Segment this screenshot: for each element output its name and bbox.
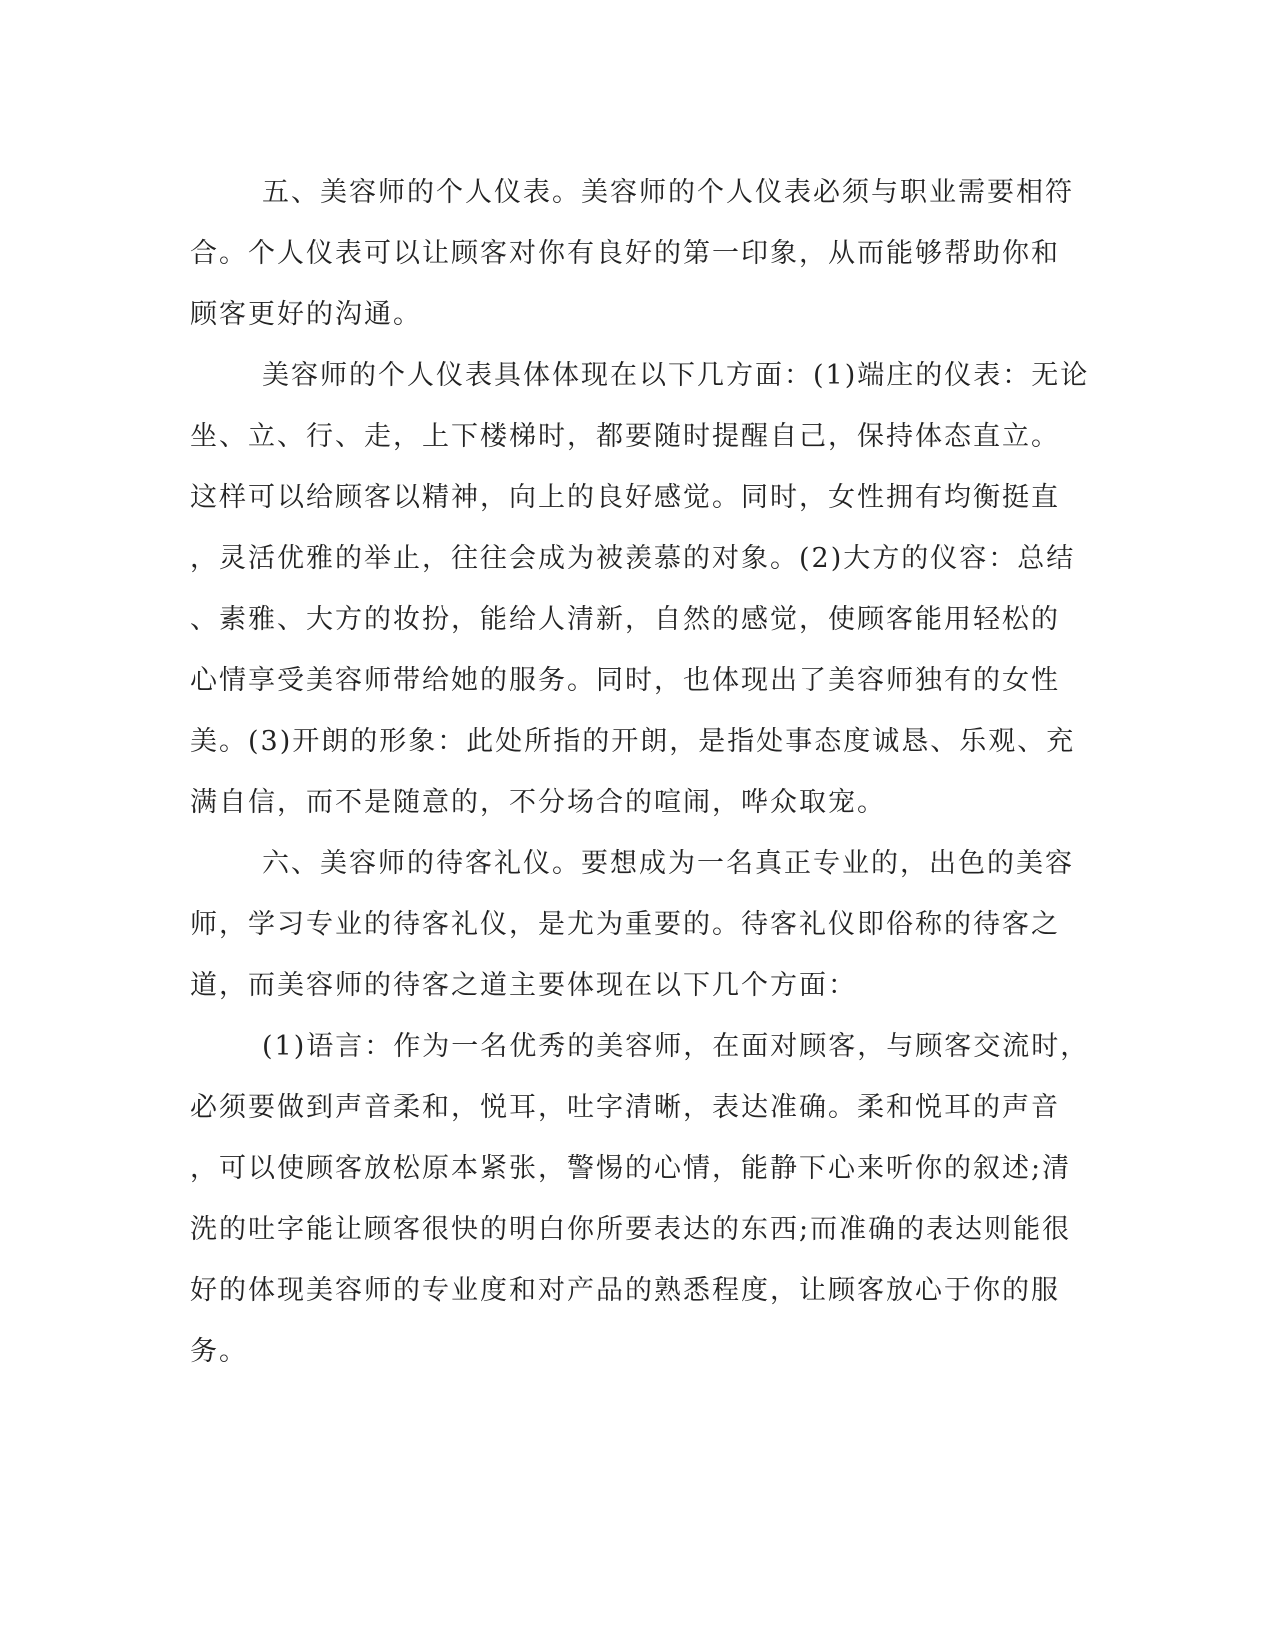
text-line: ，可以使顾客放松原本紧张，警惕的心情，能静下心来听你的叙述;清	[190, 1153, 1072, 1184]
paragraph-personal-appearance	[190, 162, 1090, 345]
text-line: 道，而美容师的待客之道主要体现在以下几个方面：	[190, 970, 857, 1001]
text-line: (1)语言：作为一名优秀的美容师，在面对顾客，与顾客交流时，	[262, 1031, 1090, 1062]
text-line: 美容师的个人仪表具体体现在以下几方面：(1)端庄的仪表：无论	[262, 360, 1090, 391]
text-line: 、素雅、大方的妆扮，能给人清新，自然的感觉，使顾客能用轻松的	[190, 604, 1060, 635]
paragraph-language	[190, 1016, 1090, 1382]
text-line: ，灵活优雅的举止，往往会成为被羡慕的对象。(2)大方的仪容：总结	[190, 543, 1076, 574]
text-line: 这样可以给顾客以精神，向上的良好感觉。同时，女性拥有均衡挺直	[190, 482, 1060, 513]
text-line: 美。(3)开朗的形象：此处所指的开朗，是指处事态度诚恳、乐观、充	[190, 726, 1076, 757]
paragraph-appearance-details	[190, 345, 1090, 833]
text-line: 合。个人仪表可以让顾客对你有良好的第一印象，从而能够帮助你和	[190, 238, 1060, 269]
text-line: 五、美容师的个人仪表。美容师的个人仪表必须与职业需要相符	[262, 177, 1074, 208]
document-body	[190, 162, 1090, 1382]
text-line: 顾客更好的沟通。	[190, 299, 422, 330]
text-line: 师，学习专业的待客礼仪，是尤为重要的。待客礼仪即俗称的待客之	[190, 909, 1060, 940]
text-line: 必须要做到声音柔和，悦耳，吐字清晰，表达准确。柔和悦耳的声音	[190, 1092, 1060, 1123]
text-line: 洗的吐字能让顾客很快的明白你所要表达的东西;而准确的表达则能很	[190, 1214, 1072, 1245]
text-line: 满自信，而不是随意的，不分场合的喧闹，哗众取宠。	[190, 787, 886, 818]
text-line: 六、美容师的待客礼仪。要想成为一名真正专业的，出色的美容	[262, 848, 1074, 879]
text-line: 心情享受美容师带给她的服务。同时，也体现出了美容师独有的女性	[190, 665, 1060, 696]
text-line: 坐、立、行、走，上下楼梯时，都要随时提醒自己，保持体态直立。	[190, 421, 1060, 452]
text-line: 务。	[190, 1336, 248, 1367]
paragraph-reception-etiquette	[190, 833, 1090, 1016]
text-line: 好的体现美容师的专业度和对产品的熟悉程度，让顾客放心于你的服	[190, 1275, 1060, 1306]
